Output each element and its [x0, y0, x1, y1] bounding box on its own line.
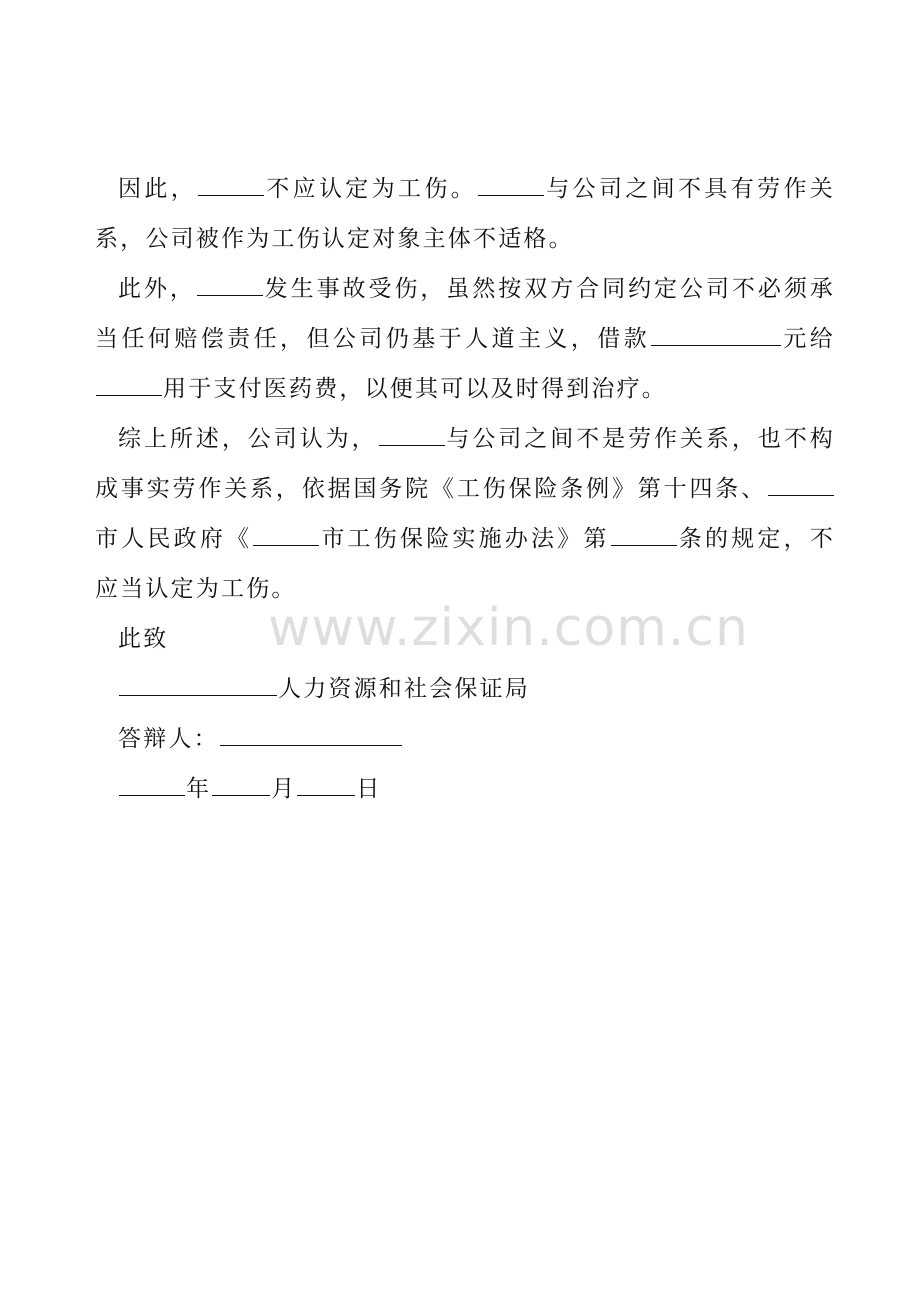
paragraph-summary: [95, 414, 835, 614]
addressee-line: [95, 664, 835, 714]
blank-line: [197, 273, 263, 296]
paragraph-additionally: [95, 264, 835, 414]
text-segment: 市人民政府《: [95, 526, 253, 552]
text-segment: 综上所述，公司认为，: [118, 426, 378, 452]
addressee-suffix: 人力资源和社会保证局: [278, 676, 530, 702]
blank-line-signature: [220, 723, 402, 746]
respondent-label: 答辩人：: [118, 726, 219, 752]
respondent-line: [95, 714, 835, 764]
date-month-label: 月: [271, 776, 297, 802]
blank-line: [119, 673, 277, 696]
paragraph-conclusion: [95, 164, 835, 264]
text-segment: 与公司之间不具有劳作关系，公司被作为工伤认定对象主体不适格。: [95, 176, 836, 252]
blank-line: [611, 523, 677, 546]
blank-line-amount: [651, 323, 781, 346]
blank-line-day: [297, 773, 355, 796]
text-segment: 条的规定，不应当认定为工伤。: [95, 526, 836, 602]
blank-line: [96, 373, 162, 396]
blank-line: [379, 423, 445, 446]
date-line: [95, 764, 835, 814]
blank-line: [478, 173, 544, 196]
blank-line-month: [212, 773, 270, 796]
watermark: www.zixin.com.cn: [268, 598, 749, 658]
text-segment: 不应认定为工伤。: [265, 176, 478, 202]
text-segment: 此外，: [118, 276, 196, 302]
blank-line-year: [119, 773, 185, 796]
text-segment: 元给: [782, 326, 835, 352]
text-segment: 用于支付医药费，以便其可以及时得到治疗。: [163, 376, 667, 402]
text-segment: 发生事故受伤，虽然按双方合同约定公司不必须承当任何赔偿责任，但公司仍基于人道主义，借款: [95, 276, 835, 352]
blank-line: [198, 173, 264, 196]
text-segment: 因此，: [118, 176, 198, 202]
closing-salutation: 此致: [118, 626, 169, 652]
date-day-label: 日: [356, 776, 382, 802]
text-segment: 市工伤保险实施办法》第: [320, 526, 610, 552]
document-body: [95, 164, 835, 814]
date-year-label: 年: [186, 776, 212, 802]
blank-line: [253, 523, 319, 546]
text-segment: 与公司之间不是劳作关系，也不构成事实劳作关系，依据国务院《工伤保险条例》第十四条、: [95, 426, 836, 502]
blank-line: [768, 473, 834, 496]
